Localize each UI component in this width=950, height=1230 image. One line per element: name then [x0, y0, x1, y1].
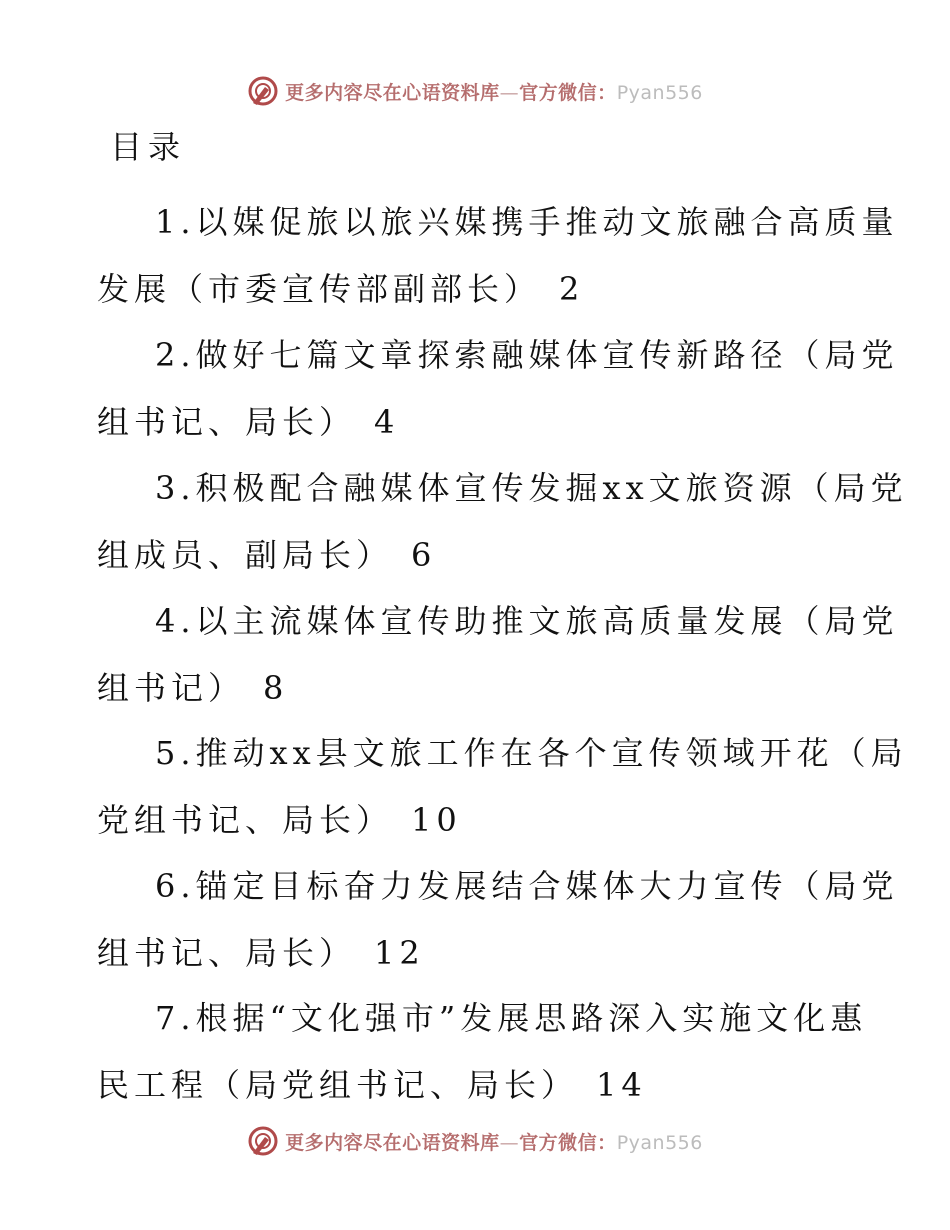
toc-entry-1 — [97, 189, 899, 323]
toc-entry-page: 6 — [411, 536, 437, 574]
toc-entry-line1: 4.以主流媒体宣传助推文旅高质量发展（局党 — [155, 602, 899, 640]
toc-entry-line2 — [97, 256, 857, 323]
toc-entry-page: 14 — [596, 1066, 647, 1104]
pen-logo-icon — [247, 1125, 279, 1157]
header-watermark — [0, 71, 950, 111]
toc-entry-4 — [97, 588, 899, 722]
toc-entry-line2 — [97, 1052, 857, 1119]
toc-entry-line1: 6.锚定目标奋力发展结合媒体大力宣传（局党 — [155, 867, 899, 905]
toc-entry-line2 — [97, 920, 857, 987]
toc-entry-title-end: 组书记） — [97, 669, 246, 707]
watermark-separator: — — [499, 1131, 520, 1154]
toc-entry-2 — [97, 322, 899, 456]
toc-entry-title-end: 组成员、副局长） — [97, 536, 394, 574]
watermark-text — [285, 78, 703, 105]
toc-entry-6 — [97, 853, 899, 987]
toc-entry-title-end: 党组书记、局长） — [97, 801, 394, 839]
watermark-wechat-id: Pyan556 — [616, 1131, 703, 1154]
footer-watermark — [0, 1121, 950, 1161]
toc-entry-3 — [97, 455, 908, 589]
toc-entry-title-end: 组书记、局长） — [97, 403, 357, 441]
toc-entry-page: 4 — [374, 403, 400, 441]
toc-entry-page: 2 — [559, 270, 585, 308]
toc-entry-line1: 2.做好七篇文章探索融媒体宣传新路径（局党 — [155, 336, 899, 374]
watermark-wechat-id: Pyan556 — [616, 81, 703, 104]
watermark-separator: — — [499, 81, 520, 104]
toc-entry-line2 — [97, 787, 857, 854]
toc-entry-title-end: 发展（市委宣传部副部长） — [97, 270, 542, 308]
toc-entry-page: 10 — [411, 801, 462, 839]
toc-entry-line1: 7.根据“文化强市”发展思路深入实施文化惠 — [155, 999, 868, 1037]
watermark-site: 更多内容尽在心语资料库 — [285, 81, 500, 104]
watermark-wechat-label: 官方微信： — [519, 1131, 617, 1154]
watermark-site: 更多内容尽在心语资料库 — [285, 1131, 500, 1154]
toc-entry-title-end: 组书记、局长） — [97, 934, 357, 972]
toc-entry-line1: 1.以媒促旅以旅兴媒携手推动文旅融合高质量 — [155, 203, 899, 241]
watermark-text — [285, 1128, 703, 1155]
pen-logo-icon — [247, 75, 279, 107]
toc-entry-line2 — [97, 655, 857, 722]
toc-entry-7 — [97, 985, 868, 1119]
toc-title: 目录 — [110, 128, 187, 166]
toc-entry-5 — [97, 720, 908, 854]
toc-entry-line2 — [97, 522, 857, 589]
toc-entry-line1: 5.推动xx县文旅工作在各个宣传领域开花（局 — [155, 734, 908, 772]
watermark-wechat-label: 官方微信： — [519, 81, 617, 104]
toc-entry-line2 — [97, 389, 857, 456]
toc-entry-page: 12 — [374, 934, 425, 972]
toc-entry-line1: 3.积极配合融媒体宣传发掘xx文旅资源（局党 — [155, 469, 908, 507]
toc-entry-page: 8 — [263, 669, 289, 707]
toc-entry-title-end: 民工程（局党组书记、局长） — [97, 1066, 579, 1104]
